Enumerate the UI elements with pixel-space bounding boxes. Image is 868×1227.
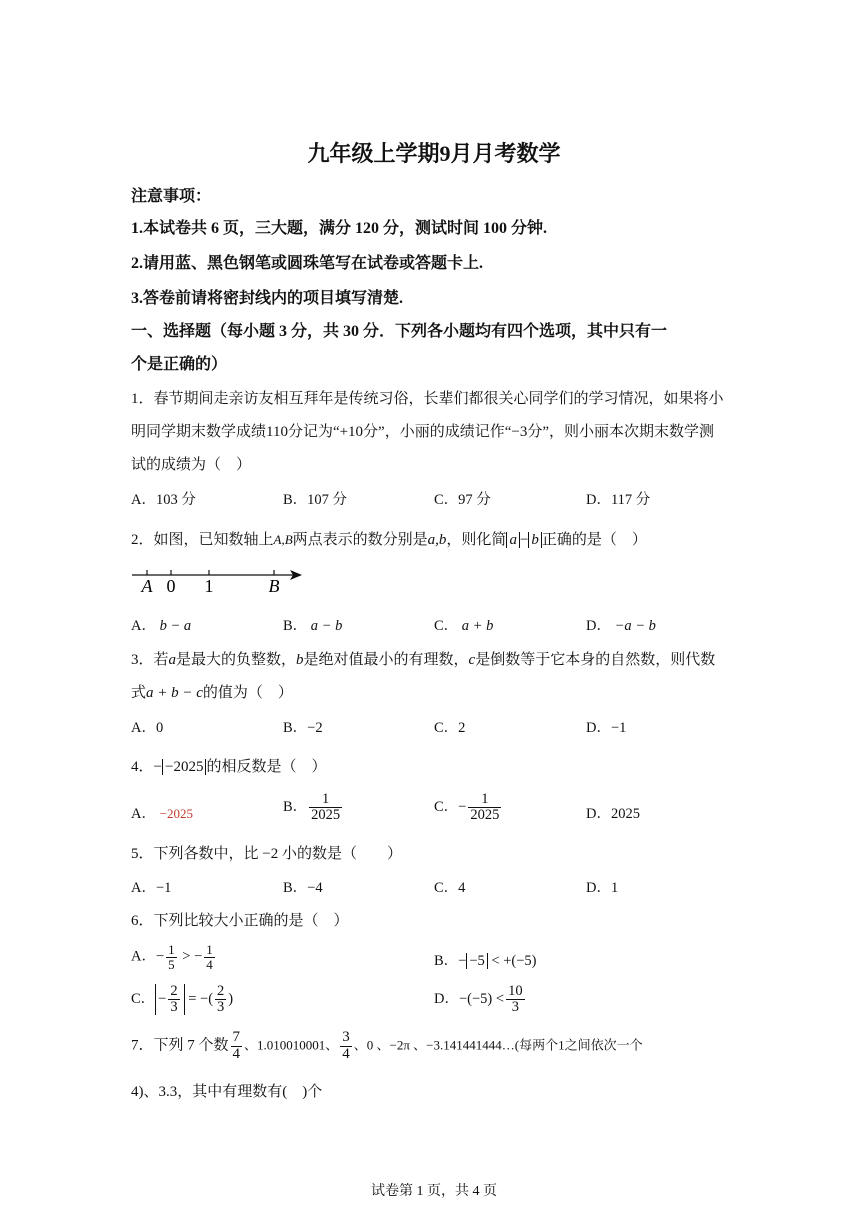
q2-option-b-letter: B． <box>283 618 308 634</box>
q6-option-d <box>434 984 527 1015</box>
q5-option-c: C．4 <box>434 880 466 896</box>
q6-a-num-2: 1 <box>206 942 213 957</box>
notice-item-2: 2.请用蓝、黑色钢笔或圆珠笔写在试卷或答题卡上. <box>131 255 484 272</box>
q3-text-3: 是倒数等于它本身的自然数，则代数 <box>475 652 716 668</box>
q5-option-a: A．−1 <box>131 880 172 896</box>
q3-text-1: 是最大的负整数， <box>176 652 297 668</box>
q6-c-fraction-2 <box>215 984 226 1015</box>
q4-option-c-fraction <box>468 792 501 823</box>
q2-option-d-letter: D． <box>586 618 611 634</box>
q2-option-d <box>586 614 656 635</box>
q6-d-pre: −(−5) < <box>458 991 505 1008</box>
q7-f2-den: 4 <box>342 1045 350 1062</box>
q6-c-abs <box>155 984 184 1015</box>
q7-mid-2: 、0 、−2π 、−3.141441444…(每两个1之间依次一个 <box>353 1037 643 1053</box>
q7-line-1 <box>131 1030 643 1063</box>
q6-c-den-1: 3 <box>170 999 178 1016</box>
q6-a-letter: A． <box>131 948 156 965</box>
q6-b-letter: B． <box>434 953 459 969</box>
q6-a-operator: > − <box>178 948 203 965</box>
q2-option-a-letter: A． <box>131 618 156 634</box>
q6-d-num: 10 <box>508 983 523 999</box>
q7-fraction-1 <box>231 1030 243 1063</box>
q2-option-c-letter: C． <box>434 618 459 634</box>
q6-b-post: < +(−5) <box>487 953 537 969</box>
q4-option-a-letter: A． <box>131 806 156 822</box>
q4-option-a <box>131 802 193 823</box>
section-heading: 一、选择题（每小题 3 分，共 30 分．下列各小题均有四个选项，其中只有一 <box>131 323 668 340</box>
q4-option-b-letter: B． <box>283 799 308 816</box>
q3-expr: a + b − c <box>146 685 203 701</box>
q1-option-a: A．103 分 <box>131 492 196 508</box>
q2-option-c <box>434 614 493 635</box>
q3-option-b: B．−2 <box>283 720 323 736</box>
q4-option-d: D．2025 <box>586 806 640 822</box>
q7-f1-num: 7 <box>232 1029 241 1045</box>
q6-a-num-1: 1 <box>168 942 175 957</box>
q4-option-b-fraction <box>309 792 342 823</box>
q4-option-a-value: −2025 <box>159 806 193 821</box>
q4-b-numerator: 1 <box>322 791 330 807</box>
q7-mid-1: 、1.010010001、 <box>244 1037 339 1053</box>
q2-points: A,B <box>273 532 293 547</box>
axis-label-1: 1 <box>204 576 214 596</box>
q5-stem: 5．下列各数中，比 −2 小的数是（ ） <box>131 846 402 862</box>
q4-c-denominator: 2025 <box>470 807 500 824</box>
axis-label-0: 0 <box>166 576 176 596</box>
q1-line-1: 1．春节期间走亲访友相互拜年是传统习俗，长辈们都很关心同学们的学习情况，如果将小 <box>131 391 724 407</box>
q1-line-2: 明同学期末数学成绩110分记为“+10分”，小丽的成绩记作“−3分”，则小丽本次期末数学测 <box>131 424 714 440</box>
q2-option-d-expr: −a − b <box>614 618 656 634</box>
q6-option-a <box>131 943 217 971</box>
q2-option-b-expr: a − b <box>310 618 343 634</box>
q4-pre: 4． <box>131 759 154 775</box>
section-heading-cont: 个是正确的） <box>131 356 228 373</box>
q5-option-d: D．1 <box>586 880 619 896</box>
q4-option-c <box>434 792 503 823</box>
q6-a-sign: − <box>155 948 165 965</box>
q4-b-denominator: 2025 <box>311 807 341 824</box>
q2-option-b <box>283 614 342 635</box>
q2-option-c-expr: a + b <box>461 618 494 634</box>
q6-stem: 6．下列比较大小正确的是（ ） <box>131 913 349 929</box>
q2-stem <box>131 528 647 549</box>
q3-line2-post: 的值为（ ） <box>202 685 293 701</box>
q5-option-b: B．−4 <box>283 880 323 896</box>
q4-c-sign: − <box>458 799 467 816</box>
q6-a-den-1: 5 <box>168 956 175 972</box>
q2-text-post: 正确的是（ ） <box>541 532 647 548</box>
q6-option-c <box>131 984 233 1015</box>
notice-item-3: 3.答卷前请将密封线内的项目填写清楚. <box>131 290 404 307</box>
q6-d-den: 3 <box>506 999 525 1015</box>
q2-text-pre: 2．如图，已知数轴上 <box>131 532 274 548</box>
q6-a-den-2: 4 <box>206 956 213 972</box>
q7-f1-den: 4 <box>232 1045 241 1062</box>
q6-d-letter: D． <box>434 991 459 1008</box>
axis-label-a: A <box>141 576 153 596</box>
q2-text-mid: 两点表示的数分别是 <box>292 532 428 548</box>
page-title: 九年级上学期9月月考数学 <box>307 141 561 166</box>
q6-a-fraction-2 <box>204 943 215 971</box>
q6-c-letter: C． <box>131 991 156 1008</box>
q2-option-a <box>131 614 191 635</box>
q3-option-c: C．2 <box>434 720 466 736</box>
q3-line2-pre: 式 <box>131 685 147 701</box>
q3-line-1 <box>131 648 715 669</box>
q6-c-den-2: 3 <box>217 999 225 1016</box>
q2-text-mid2: ，则化简 <box>446 532 507 548</box>
page-footer: 试卷第 1 页，共 4 页 <box>371 1184 497 1199</box>
q4-option-b <box>283 792 344 823</box>
q4-option-c-letter: C． <box>434 799 459 816</box>
q3-option-d: D．−1 <box>586 720 627 736</box>
q3-line-2 <box>131 681 293 702</box>
q6-c-mid: = −( <box>184 991 214 1008</box>
q6-c-num-1: 2 <box>170 983 178 999</box>
q1-line-3: 试的成绩为（ ） <box>131 457 252 473</box>
q6-c-end: ) <box>228 991 234 1008</box>
q6-c-num-2: 2 <box>217 983 225 999</box>
q2-option-a-expr: b − a <box>159 618 192 634</box>
q6-d-fraction <box>506 984 525 1015</box>
q4-stem <box>131 755 326 776</box>
q3-text-2: 是绝对值最小的有理数， <box>303 652 469 668</box>
q6-a-fraction-1 <box>166 943 177 971</box>
q6-c-fraction-1 <box>168 984 179 1015</box>
q2-abs-b: b <box>528 532 542 548</box>
q1-option-d: D．117 分 <box>586 492 651 508</box>
notice-heading: 注意事项： <box>131 188 212 205</box>
q6-b-abs: −5 <box>466 953 487 969</box>
q7-line-2: 4)、3.3，其中有理数有( )个 <box>131 1084 323 1100</box>
q6-c-sign: − <box>158 991 167 1008</box>
q3-pre: 3．若 <box>131 652 169 668</box>
q3-var-a: a <box>168 652 177 668</box>
q3-option-a: A．0 <box>131 720 164 736</box>
q7-f2-num: 3 <box>342 1029 350 1045</box>
axis-label-b: B <box>268 576 280 596</box>
q4-c-numerator: 1 <box>481 791 489 807</box>
q3-var-b: b <box>296 652 304 668</box>
number-line <box>128 564 308 598</box>
notice-item-1: 1.本试卷共 6 页，三大题，满分 120 分，测试时间 100 分钟. <box>131 220 548 237</box>
q7-pre: 7．下列 7 个数 <box>131 1037 229 1054</box>
q4-post: 的相反数是（ ） <box>206 759 327 775</box>
q6-option-b <box>434 949 537 970</box>
q3-var-c: c <box>468 652 476 668</box>
q2-vars: a,b <box>427 532 447 548</box>
q2-abs-a: a <box>506 532 520 548</box>
q1-option-b: B．107 分 <box>283 492 348 508</box>
q1-option-c: C．97 分 <box>434 492 491 508</box>
q2-minus: − <box>519 532 529 548</box>
q4-abs-value: −2025 <box>162 759 206 775</box>
q7-fraction-2 <box>340 1030 352 1063</box>
q6-b-pre: − <box>458 953 467 969</box>
q4-minus: − <box>153 759 162 775</box>
